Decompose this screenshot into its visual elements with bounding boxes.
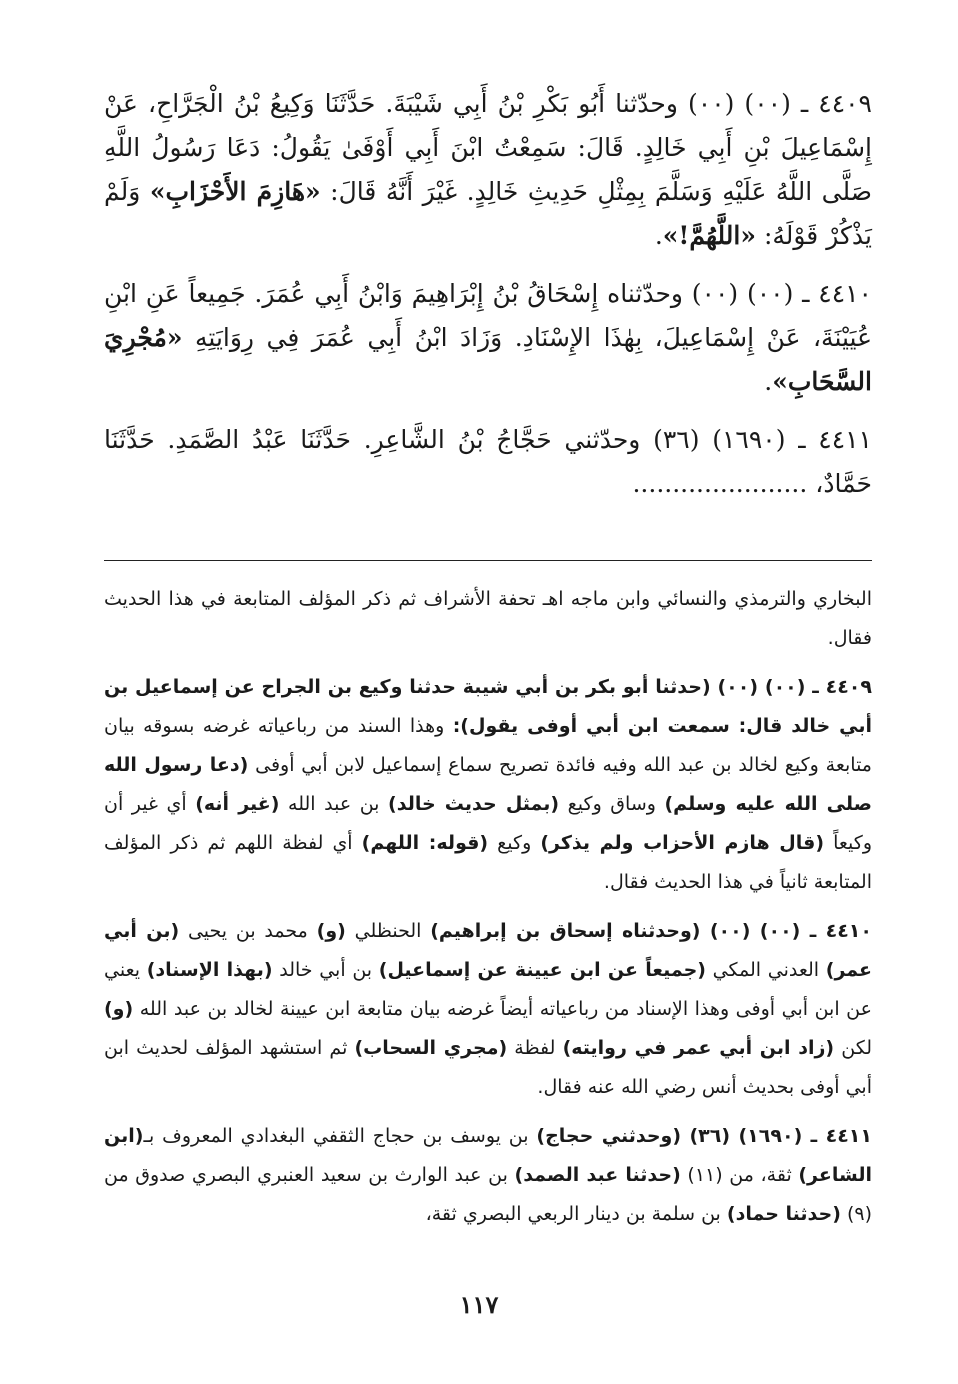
commentary-4410-t3: العدني المكي [712, 959, 820, 981]
commentary-4409-b2: (دعا رسول الله صلى الله عليه وسلم) [104, 754, 872, 815]
commentary-4410-t4: بن أبي خالد [279, 959, 373, 981]
commentary-4409-t4: أي غير أن وكيعاً [104, 793, 873, 854]
hadith-4409 [104, 82, 872, 258]
hadith-4410-end: . [764, 367, 773, 396]
commentary-4410-b6: (و) [104, 998, 134, 1020]
commentary-4411-b1: ٤٤١١ ـ (١٦٩٠) (٣٦) (وحدثني حجاج) [536, 1125, 872, 1147]
hadith-4409-bold-1: «هَازِمَ الأَحْزَابِ» [149, 177, 321, 206]
commentary-4410-b5: (بهذا الإسناد) [146, 959, 273, 981]
commentary-4411-b3: (حدثنا عبد الصمد) [514, 1164, 681, 1186]
commentary-4411 [104, 1117, 872, 1234]
commentary-intro-text: البخاري والترمذي والنسائي وابن ماجه اهـ تحفة الأشراف ثم ذكر المؤلف المتابعة في هذا الحديث فقال. [104, 588, 872, 649]
commentary-4411-t1: بن يوسف بن حجاج الثقفي البغدادي المعروف بـ [143, 1125, 529, 1147]
commentary-4410-b3: (بن أبي عمر) [104, 920, 873, 981]
hadith-4410-lead: ٤٤١٠ ـ (٠٠) (٠٠) وحدّثناه إِسْحَاقُ بْنُ إِبْرَاهِيمَ وَابْنُ أَبِي عُمَرَ. جَمِيعاً عَنِ ابْنِ عُيَيْنَةَ، عَنْ إِسْمَاعِيلَ، بِهٰذَا الإِسْنَادِ. وَزَادَ ابْنُ أَبِي عُمَرَ فِي رِوَايَتِهِ [104, 279, 872, 352]
hadith-4409-end: . [654, 221, 663, 250]
commentary-4410-b4: (جميعاً عن ابن عيينة عن إسماعيل) [378, 959, 706, 981]
commentary-4411-t3: بن عبد الوارث بن سعيد العنبري البصري صدوق من (٩) [104, 1164, 872, 1225]
commentary-4411-b2: (ابن الشاعر) [104, 1125, 872, 1186]
commentary-4410-t2: محمد بن يحيى [187, 920, 308, 942]
commentary-4410-b2: (و) [316, 920, 346, 942]
commentary-4410-b7: (زاد ابن أبي عمر في روايته) [562, 1037, 835, 1059]
main-text [104, 82, 872, 520]
commentary [104, 580, 872, 1244]
hadith-4411 [104, 418, 872, 506]
hadith-4409-mid: وَلَمْ يَذْكُرْ قَوْلَهُ: [104, 177, 872, 250]
footnote-divider [104, 560, 872, 561]
commentary-4410-t5: يعني عن ابن أبي أوفى وهذا الإسناد من رباعياته أيضاً غرضه بيان متابعة ابن عيينة لخالد بن عبد الله [104, 959, 872, 1020]
hadith-4410-bold-1: «مُجْرِيَ السَّحَابِ» [104, 323, 872, 396]
commentary-4409-t1: وهذا السند من رباعياته غرضه بسوقه بيان متابعة وكيع لخالد بن عبد الله وفيه فائدة تصريح سماع إسماعيل لابن أبي أوفى [104, 715, 872, 776]
commentary-4411-b4: (حدثنا حماد) [726, 1203, 841, 1225]
commentary-4411-t4: بن سلمة بن دينار الربعي البصري ثقة، [425, 1203, 721, 1225]
commentary-4410 [104, 912, 872, 1107]
commentary-4409-b1: ٤٤٠٩ ـ (٠٠) (٠٠) (حدثنا أبو بكر بن أبي شيبة حدثنا وكيع بن الجراح عن إسماعيل بن أبي خالد قال: سمعت ابن أبي أوفى يقول): [104, 676, 873, 737]
hadith-4409-lead: ٤٤٠٩ ـ (٠٠) (٠٠) وحدّثنا أَبُو بَكْرِ بْنُ أَبِي شَيْبَةَ. حَدَّثَنَا وَكِيعُ بْنُ الْجَرَّاحِ، عَنْ إِسْمَاعِيلَ بْنِ أَبِي خَالِدٍ. قَالَ: سَمِعْتُ ابْنَ أَبِي أَوْفَىٰ يَقُولُ: دَعَا رَسُولُ اللَّهِ صَلَّى اللَّهُ عَلَيْهِ وَسَلَّمَ بِمِثْلِ حَدِيثِ خَالِدٍ. غَيْرَ أَنَّهُ قَالَ: [104, 89, 872, 206]
commentary-4409-b3: (بمثل حديث خالد) [388, 793, 560, 815]
hadith-4409-bold-2: «اللَّهُمَّ!» [662, 221, 756, 250]
page-number: ١١٧ [459, 1290, 499, 1319]
commentary-4410-t8: ثم استشهد المؤلف لحديث ابن أبي أوفى بحديث أنس رضي الله عنه فقال. [104, 1037, 872, 1098]
commentary-4411-t2: ثقة، من (١١) [687, 1164, 792, 1186]
commentary-4410-b1: ٤٤١٠ ـ (٠٠) (٠٠) (وحدثناه إسحاق بن إبراهيم) [430, 920, 872, 942]
commentary-4409-b6: (قوله: اللهم) [361, 832, 489, 854]
commentary-4409-t6: أي لفظة اللهم ثم ذكر المؤلف المتابعة ثانياً في هذا الحديث فقال. [104, 832, 872, 893]
hadith-4411-text: ٤٤١١ ـ (١٦٩٠) (٣٦) وحدّثني حَجَّاجُ بْنُ الشَّاعِرِ. حَدَّثَنَا عَبْدُ الصَّمَدِ. حَدَّثَنَا حَمَّادٌ، ...................... [104, 425, 872, 498]
commentary-4410-b8: (مجري السحاب) [354, 1037, 508, 1059]
commentary-4410-t6: لكن [841, 1037, 872, 1059]
hadith-4410 [104, 272, 872, 404]
commentary-4409-t3: بن عبد الله [288, 793, 380, 815]
commentary-intro [104, 580, 872, 658]
commentary-4409-b5: (قال هازم الأحزاب ولم يذكر) [540, 832, 825, 854]
commentary-4410-t7: لفظة [514, 1037, 556, 1059]
commentary-4410-t1: الحنظلي [354, 920, 422, 942]
commentary-4409-b4: (غير أنه) [195, 793, 280, 815]
commentary-4409 [104, 668, 872, 902]
commentary-4409-t2: وساق وكيع [567, 793, 656, 815]
commentary-4409-t5: وكيع [497, 832, 532, 854]
